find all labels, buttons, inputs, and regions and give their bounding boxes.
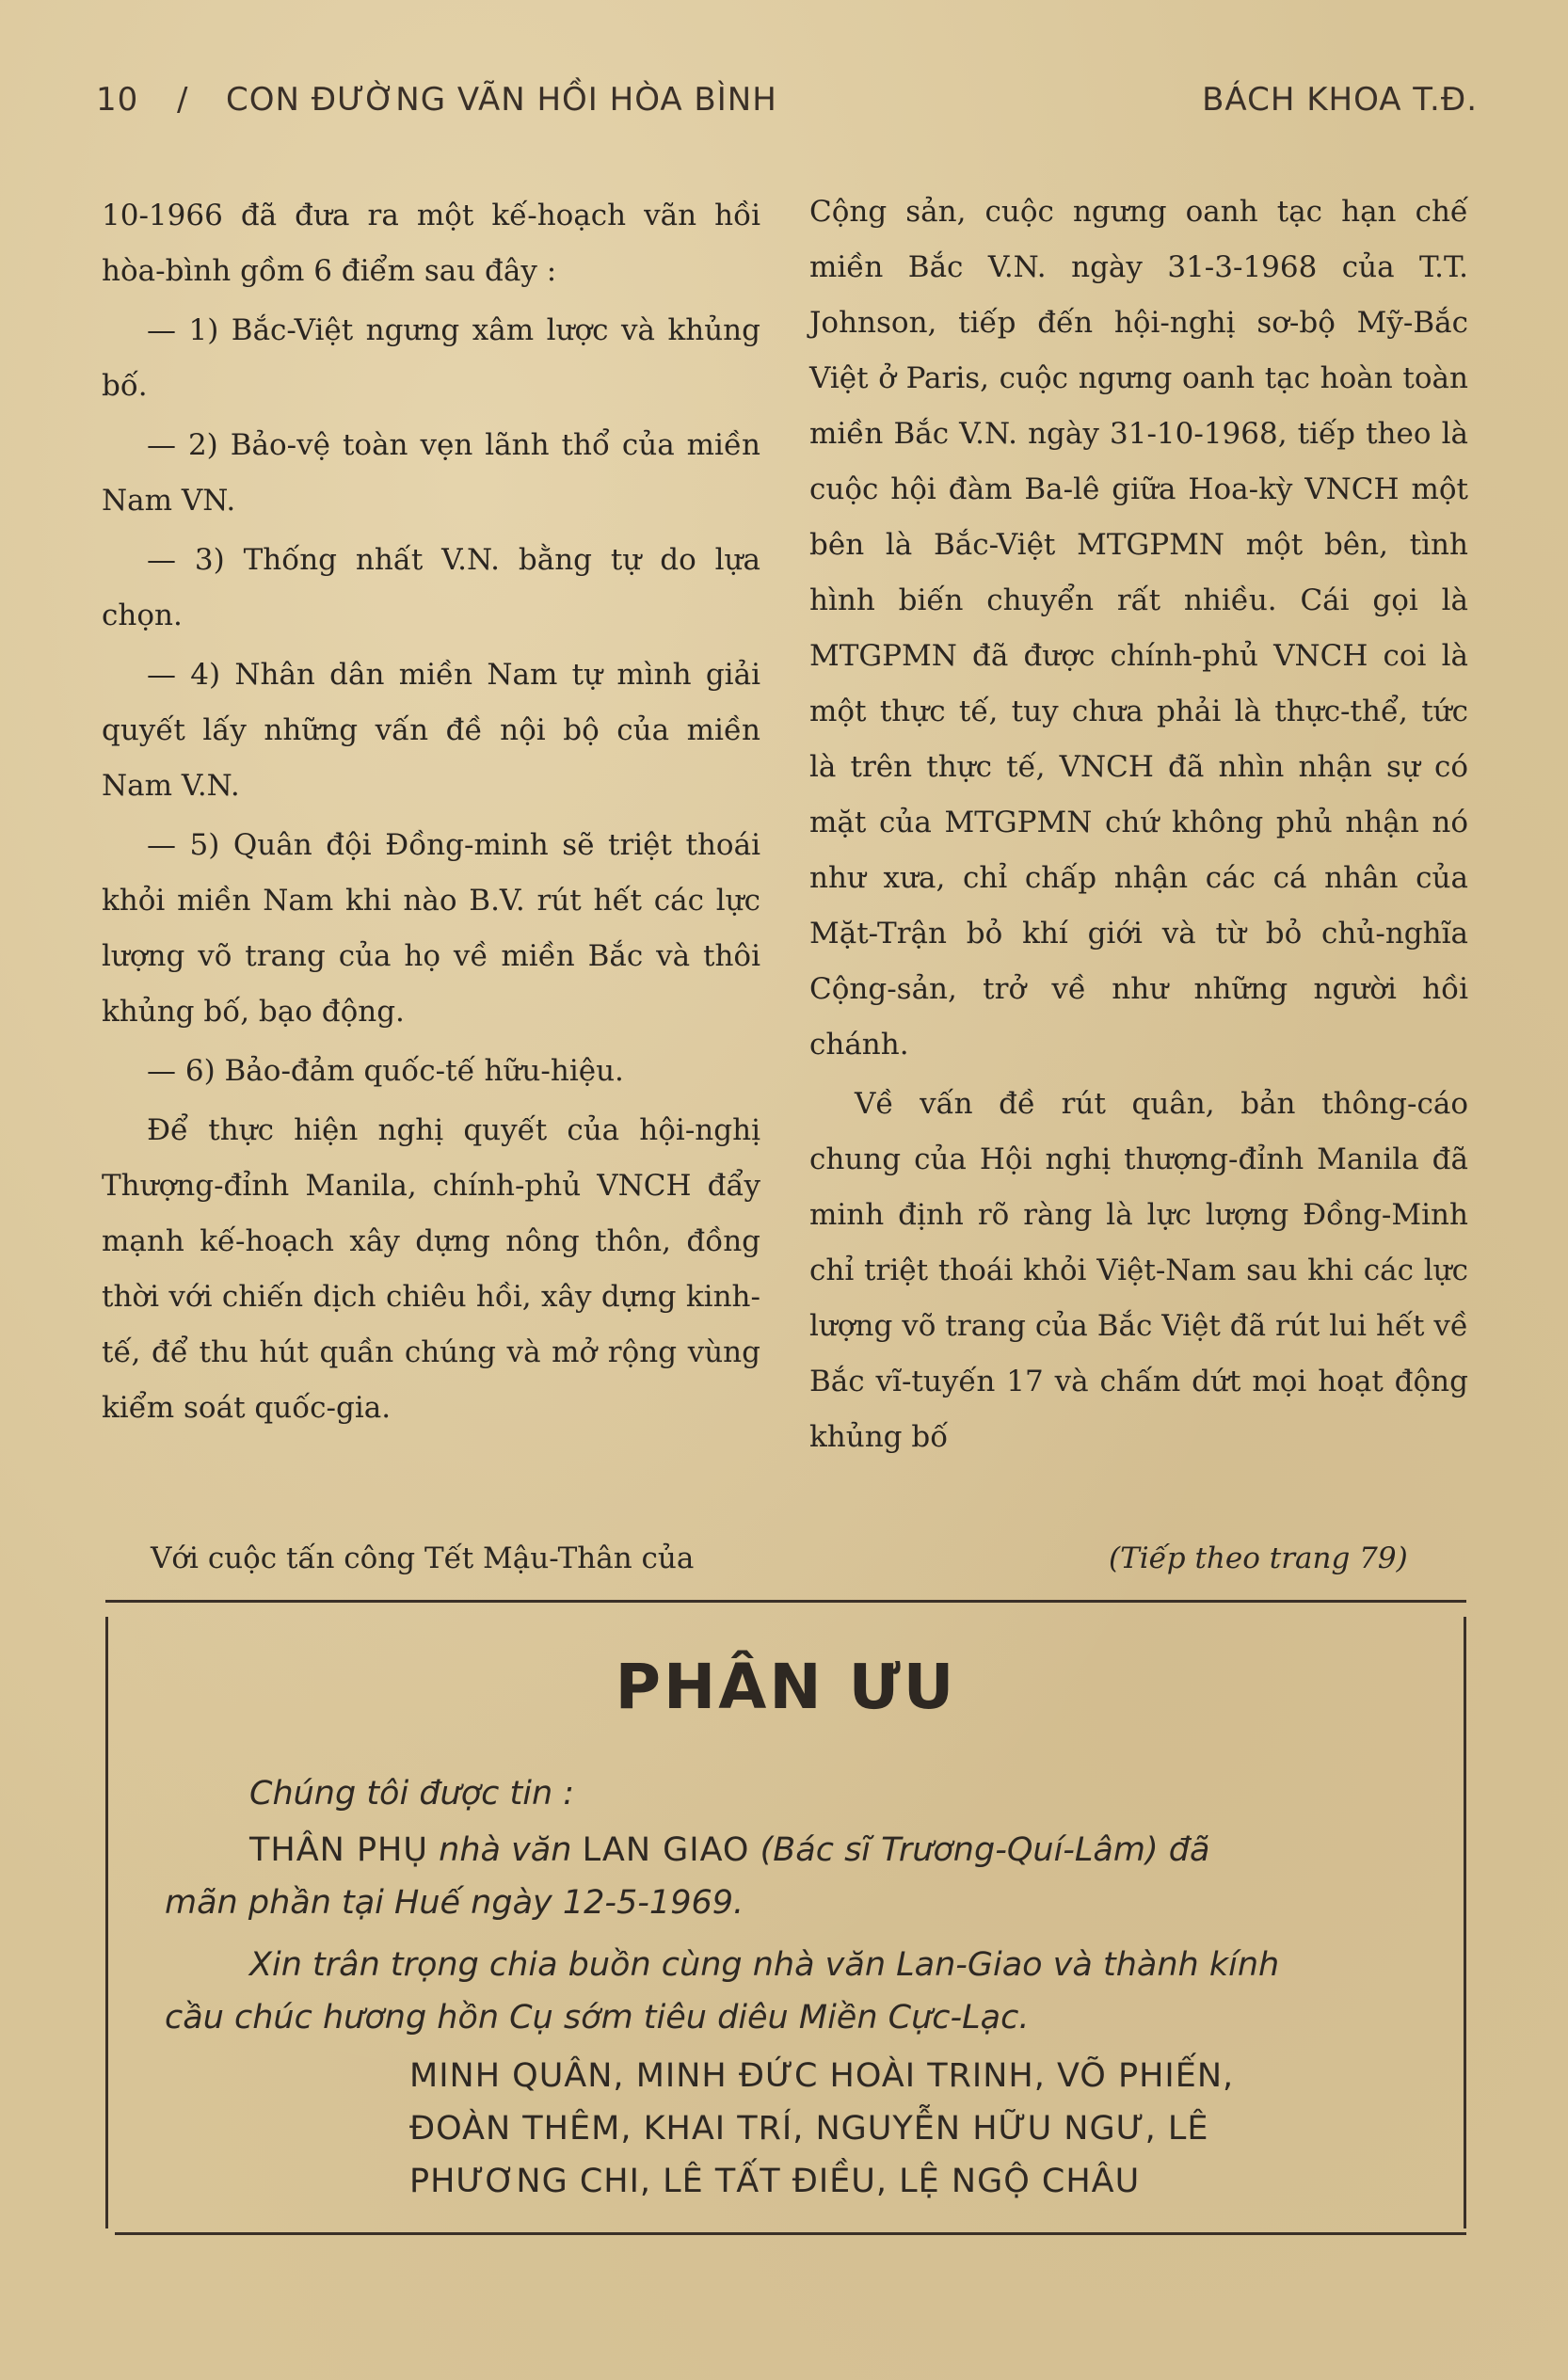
- notice-line: cầu chúc hương hồn Cụ sớm tiêu diêu Miền Cực-Lạc.: [165, 1999, 1030, 2037]
- notice-line: Xin trân trọng chia buồn cùng nhà văn Lan-Giao và thành kính: [249, 1946, 1280, 1984]
- signers-line: MINH QUÂN, MINH ĐỨC HOÀI TRINH, VÕ PHIẾN,: [409, 2057, 1235, 2095]
- paragraph: 10-1966 đã đưa ra một kế-hoạch vãn hồi hòa-bình gồm 6 điểm sau đây :: [102, 199, 760, 288]
- notice-text: nhà văn: [439, 1831, 572, 1869]
- left-column: [102, 188, 760, 1436]
- signers-line: ĐOÀN THÊM, KHAI TRÍ, NGUYỄN HỮU NGƯ, LÊ: [409, 2110, 1209, 2148]
- page-number: 10: [96, 81, 139, 119]
- notice-text: LAN GIAO: [582, 1831, 750, 1869]
- notice-line: mãn phần tại Huế ngày 12-5-1969.: [165, 1884, 744, 1922]
- plan-point-6: — 6) Bảo-đảm quốc-tế hữu-hiệu.: [147, 1054, 624, 1088]
- divider: [105, 1600, 1466, 1603]
- header-separator: /: [177, 81, 189, 119]
- plan-point-5: — 5) Quân đội Đồng-minh sẽ triệt thoái khỏi miền Nam khi nào B.V. rút hết các lực lượng võ trang của họ về miền Bắc và thôi khủng bố, bạo động.: [102, 828, 760, 1029]
- continued-on-note: (Tiếp theo trang 79): [1109, 1541, 1408, 1575]
- right-column: [809, 184, 1468, 1465]
- notice-text: THÂN PHỤ: [249, 1831, 428, 1869]
- notice-title: PHÂN ƯU: [615, 1651, 957, 1723]
- plan-point-3: — 3) Thống nhất V.N. bằng tự do lựa chọn.: [102, 543, 760, 632]
- paragraph: Về vấn đề rút quân, bản thông-cáo chung của Hội nghị thượng-đỉnh Manila đã minh định rõ ràng là lực lượng Đồng-Minh chỉ triệt thoái khỏi Việt-Nam sau khi các lực lượng võ trang của Bắc Việt đã rút lui hết về Bắc vĩ-tuyến 17 và chấm dứt mọi hoạt động khủng bố: [809, 1087, 1468, 1454]
- condolence-notice: [105, 1617, 1466, 2228]
- plan-point-2: — 2) Bảo-vệ toàn vẹn lãnh thổ của miền Nam VN.: [102, 428, 760, 518]
- left-column-continuation: Với cuộc tấn công Tết Mậu-Thân của: [151, 1541, 695, 1575]
- notice-line: [249, 1831, 1445, 1869]
- paragraph: Cộng sản, cuộc ngưng oanh tạc hạn chế miền Bắc V.N. ngày 31-3-1968 của T.T. Johnson, tiếp đến hội-nghị sơ-bộ Mỹ-Bắc Việt ở Paris, cuộc ngưng oanh tạc hoàn toàn miền Bắc V.N. ngày 31-10-1968, tiếp theo là cuộc hội đàm Ba-lê giữa Hoa-kỳ VNCH một bên là Bắc-Việt MTGPMN một bên, tình hình biến chuyển rất nhiều. Cái gọi là MTGPMN đã được chính-phủ VNCH coi là một thực tế, tuy chưa phải là thực-thể, tức là trên thực tế, VNCH đã nhìn nhận sự có mặt của MTGPMN chứ không phủ nhận nó như xưa, chỉ chấp nhận các cá nhân của Mặt-Trận bỏ khí giới và từ bỏ chủ-nghĩa Cộng-sản, trở về như những người hồi chánh.: [809, 195, 1468, 1062]
- running-title: CON ĐƯỜNG VÃN HỒI HÒA BÌNH: [226, 81, 777, 119]
- signers-line: PHƯƠNG CHI, LÊ TẤT ĐIỀU, LỆ NGỘ CHÂU: [409, 2163, 1141, 2200]
- notice-intro: Chúng tôi được tin :: [249, 1775, 575, 1813]
- divider: [115, 2232, 1466, 2235]
- plan-point-1: — 1) Bắc-Việt ngưng xâm lược và khủng bố.: [102, 313, 760, 403]
- magazine-name: BÁCH KHOA T.Đ.: [1202, 81, 1478, 119]
- notice-text: (Bác sĩ Trương-Quí-Lâm) đã: [760, 1831, 1210, 1869]
- plan-point-4: — 4) Nhân dân miền Nam tự mình giải quyết lấy những vấn đề nội bộ của miền Nam V.N.: [102, 658, 760, 803]
- paragraph: Để thực hiện nghị quyết của hội-nghị Thượng-đỉnh Manila, chính-phủ VNCH đẩy mạnh kế-hoạch xây dựng nông thôn, đồng thời với chiến dịch chiêu hồi, xây dựng kinh-tế, để thu hút quần chúng và mở rộng vùng kiểm soát quốc-gia.: [102, 1113, 760, 1425]
- page-header: [85, 81, 1478, 128]
